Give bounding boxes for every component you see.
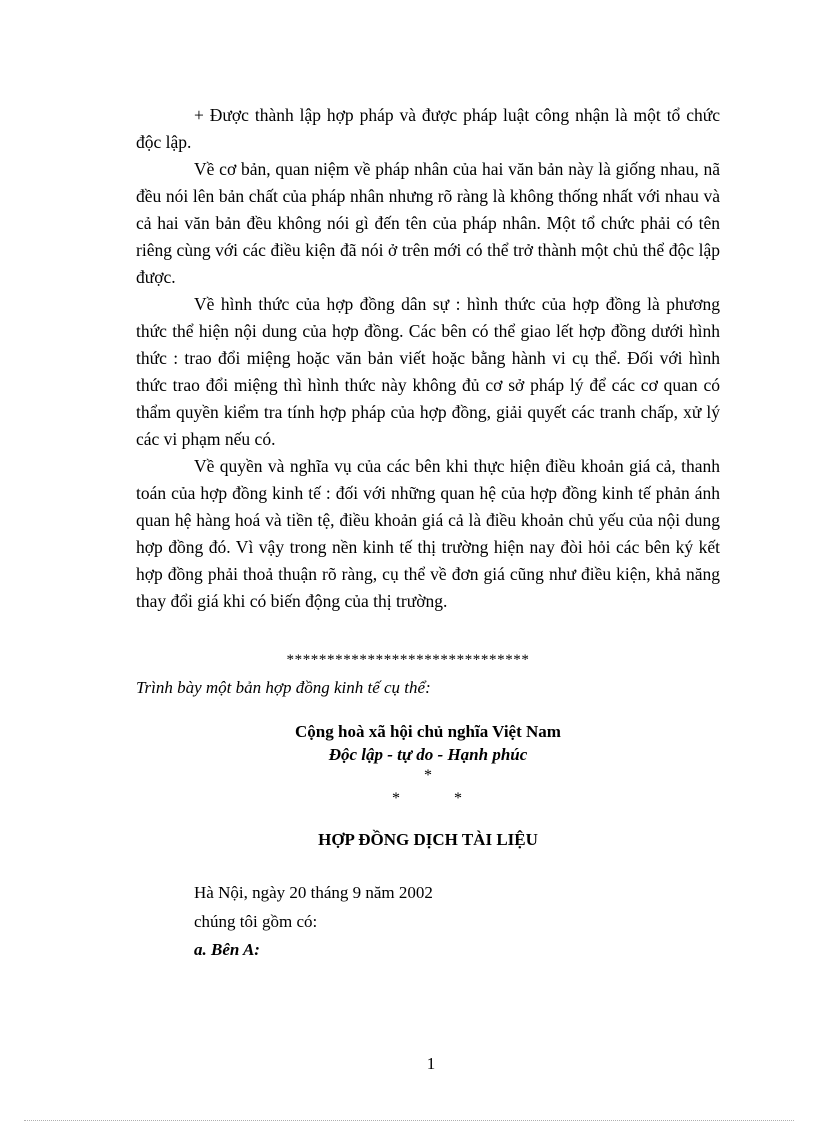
section-intro: Trình bày một bản hợp đồng kinh tế cụ thể: (136, 678, 431, 697)
national-title: Cộng hoà xã hội chủ nghĩa Việt Nam (295, 722, 561, 741)
paragraph-contract-form: Về hình thức của hợp đồng dân sự : hình thức của hợp đồng là phương thức thể hiện nội dung của hợp đồng. Các bên có thể giao lết hợp đồng dưới hình thức : trao đổi miệng hoặc văn bản viết hoặc bằng hành vi cụ thể. Đối với hình thức trao đổi miệng thì hình thức này không đủ cơ sở pháp lý để các cơ quan có thẩm quyền kiểm tra tính hợp pháp của hợp đồng, giải quyết các tranh chấp, xử lý các vi phạm nếu có. (136, 294, 720, 449)
separator-stars: ****************************** (286, 652, 530, 668)
paragraph-rights-obligations: Về quyền và nghĩa vụ của các bên khi thực hiện điều khoản giá cả, thanh toán của hợp đồng kinh tế : đối với những quan hệ của hợp đồng kinh tế phản ánh quan hệ hàng hoá và tiền tệ, điều khoản giá cả là điều khoản chủ yếu của nội dung hợp đồng đó. Vì vậy trong nền kinh tế thị trường hiện nay đòi hỏi các bên ký kết hợp đồng phải thoả thuận rõ ràng, cụ thể về đơn giá cũng như điều kiện, khả năng thay đổi giá khi có biến động của thị trường. (136, 456, 720, 611)
parties-intro: chúng tôi gồm có: (194, 912, 318, 931)
paragraph-legal-entity: + Được thành lập hợp pháp và được pháp luật công nhận là một tổ chức độc lập. (136, 105, 720, 152)
page-number: 1 (426, 1054, 436, 1073)
contract-title: HỢP ĐỒNG DỊCH TÀI LIỆU (318, 830, 538, 849)
ornament-star-top: * (424, 767, 432, 784)
ornament-star-right: * (454, 790, 462, 807)
page-bottom-rule (24, 1120, 794, 1121)
party-a-heading: a. Bên A: (194, 940, 260, 959)
national-motto: Độc lập - tự do - Hạnh phúc (328, 745, 528, 764)
place-date: Hà Nội, ngày 20 tháng 9 năm 2002 (194, 883, 433, 902)
ornament-star-left: * (392, 790, 400, 807)
body-text (136, 102, 720, 615)
paragraph-basic-concept: Về cơ bản, quan niệm về pháp nhân của hai văn bản này là giống nhau, nã đều nói lên bản chất của pháp nhân nhưng rõ ràng là không thống nhất với nhau và cả hai văn bản đều không nói gì đến tên của pháp nhân. Một tổ chức phải có tên riêng cùng với các điều kiện đã nói ở trên mới có thể trở thành một chủ thể độc lập được. (136, 159, 720, 287)
